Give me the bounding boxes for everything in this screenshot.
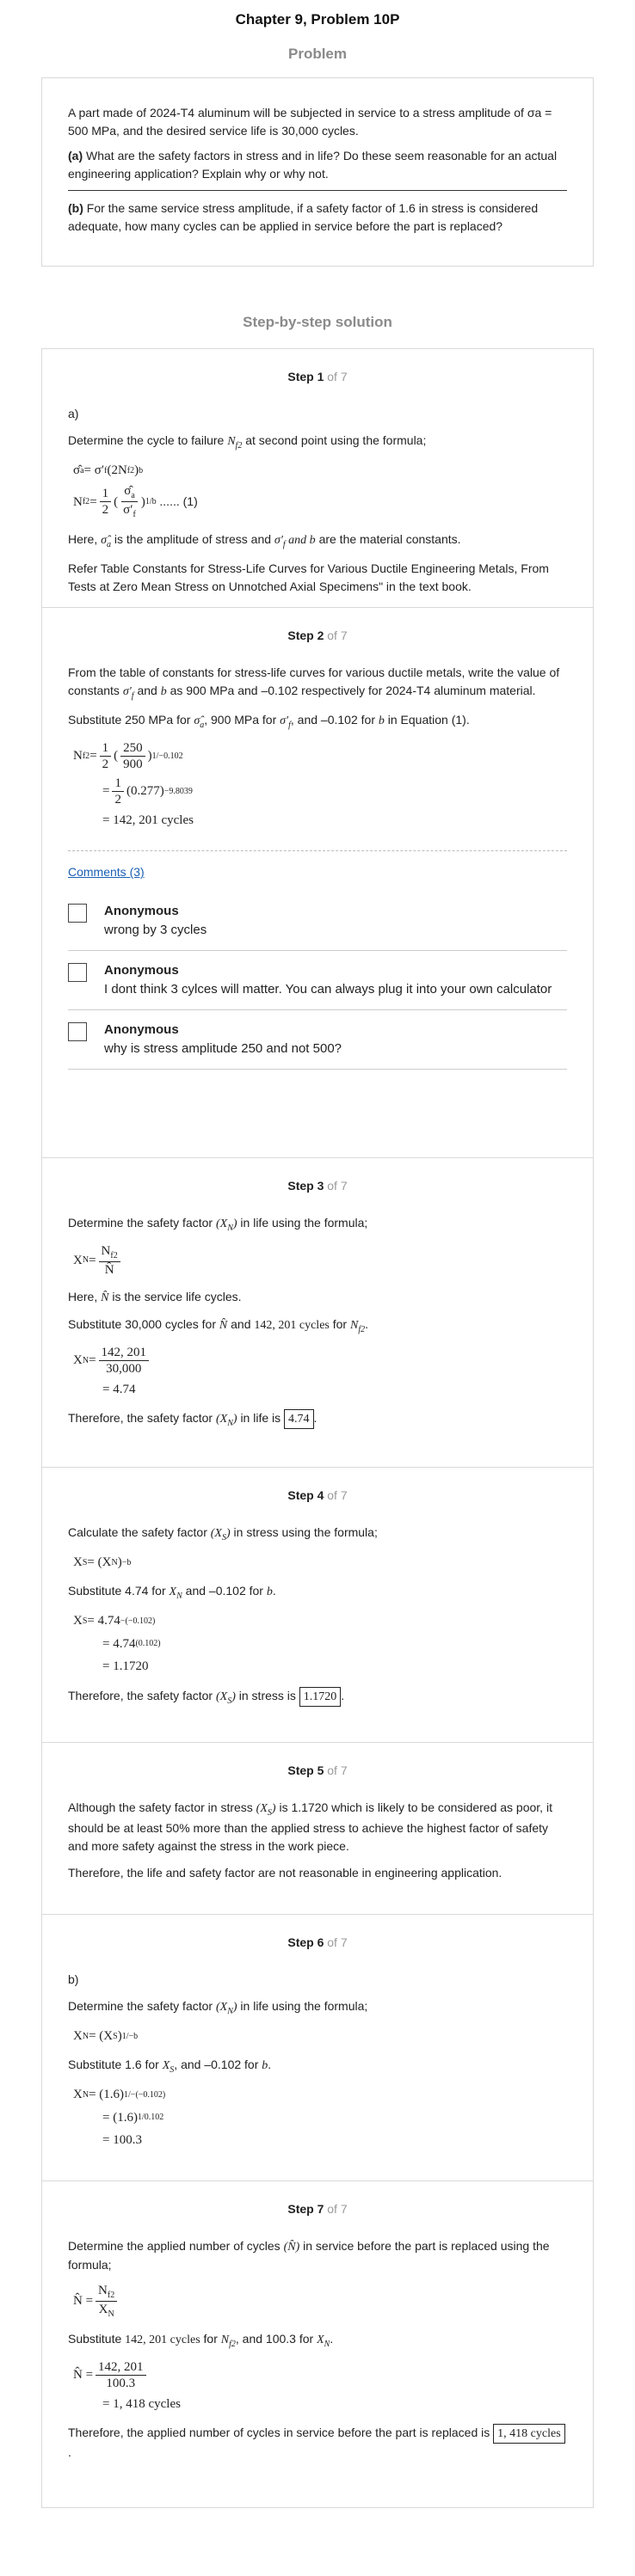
answer-box: 1, 418 cycles — [493, 2424, 564, 2444]
equation-6b: X N = (1.6) 1/−(−0.102) = (1.6) 1/0.102 = 100.3 — [73, 2088, 166, 2148]
chapter-title: Chapter 9, Problem 10P — [235, 11, 400, 28]
part-label: b) — [68, 1972, 79, 1986]
step-refer: Refer Table Constants for Stress-Life Curves for Various Ductile Engineering Metals, From Tests at Zero Mean Stress on Unnotched Axial Specimens" in the text book. — [68, 561, 549, 594]
equation-2: N f2 = $\frac{1}{2}$ ( $\frac{250}{900}$ ) 1/−0.102 = $\frac{1}{2}$ (0.277) −9.8039 = 142, 201 cycles — [73, 740, 194, 827]
comments-list — [68, 892, 567, 1070]
problem-intro: A part made of 2024-T4 aluminum will be subjected in service to a stress amplitude of σa = 500 MPa, and the desired service life is 30,000 cycles. — [68, 105, 552, 138]
step-conclusion: Therefore, the safety factor $(X_S)$ in stress is 1.1720 . — [68, 1688, 345, 1706]
comment-item — [68, 951, 567, 1010]
step-text: Determine the safety factor $(X_N)$ in life using the formula; — [68, 1999, 368, 2016]
step-header: Step 3 of 7 — [287, 1179, 348, 1193]
comment-checkbox[interactable] — [68, 1022, 87, 1041]
step-header: Step 4 of 7 — [287, 1488, 348, 1502]
problem-heading: Problem — [287, 46, 348, 62]
step-here: Here, $\sigmâ_a$ is the amplitude of stress and $\sigma'_f$ and b are the material constants. — [68, 532, 461, 550]
step-text: Determine the cycle to failure $N_{f2}$ at second point using the formula; — [68, 433, 427, 451]
equation-3: X N = $\frac{N_{f2}}{N̂}$ — [73, 1243, 567, 1278]
step-6 — [42, 1914, 593, 2180]
comment-text: why is stress amplitude 250 and not 500? — [104, 1040, 342, 1056]
step-substitute: Substitute 4.74 for $X_N$ and –0.102 for b. — [68, 1584, 276, 1602]
comments-link[interactable]: Comments (3) — [68, 865, 145, 880]
step-7 — [42, 2180, 593, 2507]
comment-author: Anonymous — [104, 1022, 179, 1038]
equation-3b: X N = $\frac{142, 201}{30,000}$ = 4.74 — [73, 1345, 567, 1400]
equation-4b: X S = 4.74 −(−0.102) = 4.74 (0.102) = 1.1720 — [73, 1614, 161, 1674]
comment-item — [68, 892, 567, 951]
step-text: Although the safety factor in stress $(X_S)$ is 1.1720 which is likely to be considered as poor, it should be at least 50% more than the applied stress to achieve the highest factor of safety and more safety against the stress in the work piece. — [68, 1800, 552, 1853]
step-conclusion: Therefore, the applied number of cycles in service before the part is replaced is 1, 418 cycles. — [68, 2424, 567, 2462]
answer-box: 1.1720 — [299, 1687, 342, 1707]
comment-author: Anonymous — [104, 904, 179, 919]
step-conclusion: Therefore, the life and safety factor are not reasonable in engineering application. — [68, 1865, 502, 1880]
step-header: Step 5 of 7 — [287, 1763, 348, 1777]
step-substitute: Substitute 30,000 cycles for N̂ and 142, 201 cycles for $N_{f2}$. — [68, 1316, 368, 1334]
step-substitute: Substitute 1.6 for $X_S$, and –0.102 for b. — [68, 2058, 272, 2076]
step-text: Calculate the safety factor $(X_S)$ in stress using the formula; — [68, 1525, 378, 1543]
step-text: Determine the applied number of cycles (N̂) in service before the part is replaced using the formula; — [68, 2239, 550, 2272]
comments-divider — [68, 850, 567, 851]
equation-7b: N̂ = $\frac{142, 201}{100.3}$ = 1, 418 cycles — [73, 2359, 181, 2411]
divider — [68, 190, 567, 191]
step-header: Step 2 of 7 — [287, 629, 348, 642]
step-4 — [42, 1467, 593, 1742]
step-conclusion: Therefore, the safety factor $(X_N)$ in life is 4.74 . — [68, 1411, 318, 1428]
equation-7: N̂ = $\frac{N_{f2}}{X_N}$ — [73, 2283, 567, 2320]
solution-heading: Step-by-step solution — [243, 313, 392, 330]
step-5 — [42, 1742, 593, 1914]
step-header: Step 1 of 7 — [287, 370, 348, 383]
comment-text: I dont think 3 cylces will matter. You can always plug it into your own calculator — [104, 981, 552, 997]
comment-checkbox[interactable] — [68, 963, 87, 982]
step-1 — [42, 349, 593, 607]
step-header: Step 7 of 7 — [287, 2202, 348, 2216]
step-text: Determine the safety factor $(X_N)$ in life using the formula; — [68, 1216, 368, 1233]
step-text: From the table of constants for stress-life curves for various ductile metals, write the value of constants $\sigma'_f$ and b as 900 MPa and –0.102 respectively for 2024-T4 aluminum material. — [68, 665, 560, 701]
step-substitute: Substitute 142, 201 cycles for $N_{f2}$, and 100.3 for $X_N$. — [68, 2332, 334, 2349]
step-2 — [42, 607, 593, 1157]
steps-list — [41, 348, 594, 2508]
comment-author: Anonymous — [104, 963, 179, 978]
step-3 — [42, 1157, 593, 1467]
equation-4: X S = (X N ) −b — [73, 1555, 132, 1569]
problem-part-b: (b) For the same service stress amplitude, if a safety factor of 1.6 in stress is considered adequate, how many cycles can be applied in service before the part is replaced? — [68, 200, 539, 233]
comment-checkbox[interactable] — [68, 904, 87, 923]
problem-part-a: (a) What are the safety factors in stress and in life? Do these seem reasonable for an actual engineering application? Explain why or why not. — [68, 148, 558, 181]
step-substitute: Substitute 250 MPa for $\sigmâ_a$, 900 MPa for $\sigma'_f$, and –0.102 for b in Equation (1). — [68, 712, 470, 730]
part-label: a) — [68, 407, 79, 420]
comment-item — [68, 1010, 567, 1070]
equation-1: σ̂ a = σ′ f (2N f2 ) b N f2 = $\frac{1}{2}$ ( $\frac{\sigmâ_a}{\sigma'_f}$ ) 1/b ...... (1) — [73, 463, 198, 520]
answer-box: 4.74 — [284, 1409, 314, 1429]
step-header: Step 6 of 7 — [287, 1935, 348, 1949]
step-here: Here, N̂ is the service life cycles. — [68, 1289, 242, 1304]
problem-card — [41, 77, 594, 267]
comment-text: wrong by 3 cycles — [104, 922, 207, 937]
equation-6: X N = (X S ) 1/−b — [73, 2028, 139, 2043]
